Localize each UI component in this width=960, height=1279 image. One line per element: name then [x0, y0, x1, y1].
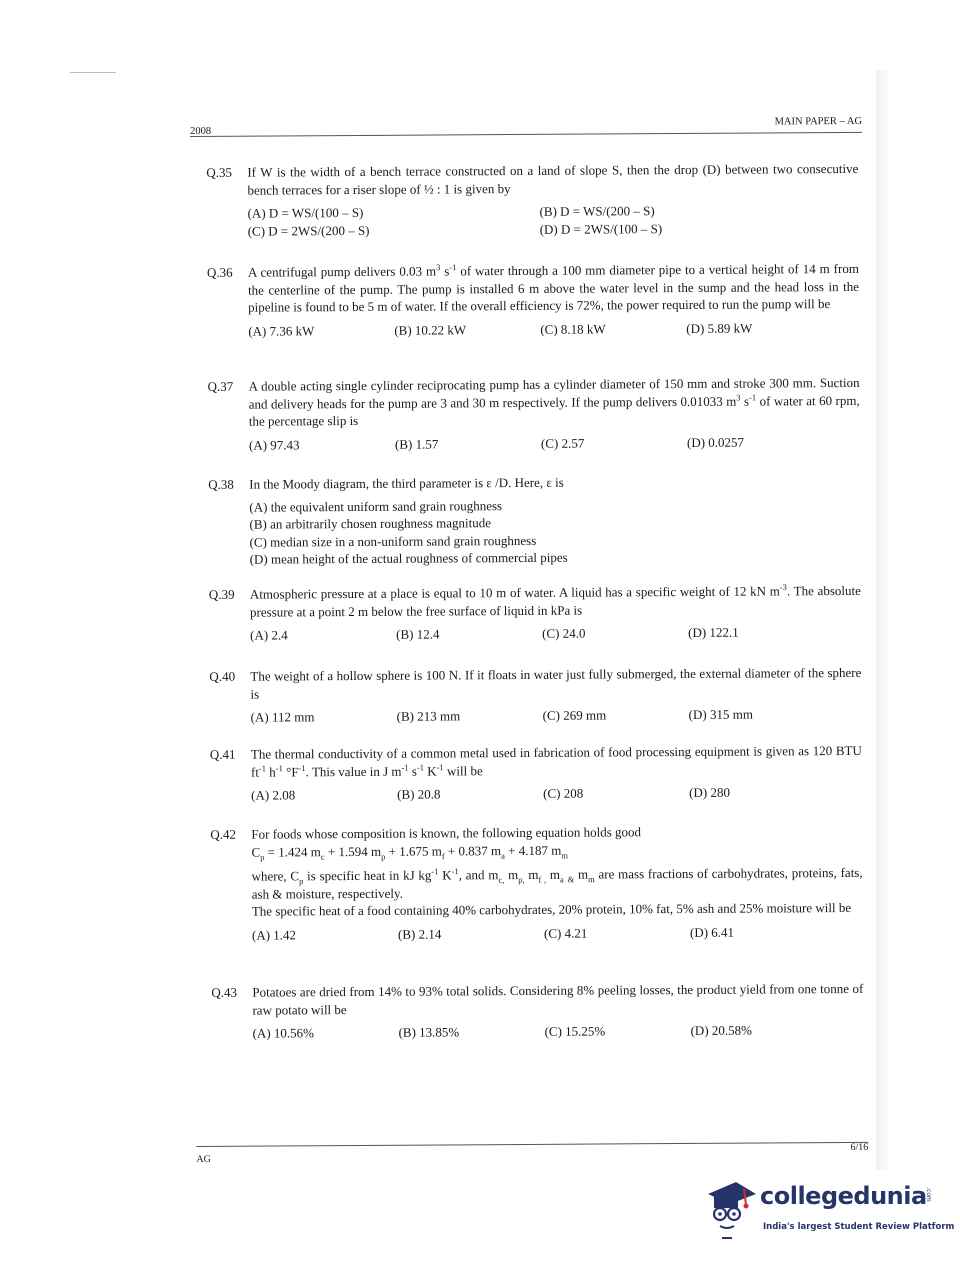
option-d: (D) 20.58%: [690, 1022, 753, 1038]
specific-heat-equation: $C_p = 1.424$ $m_c + 1.594$ $m_p + 1.675$ $m_f + 0.837$ $m_a + 4.187$ $m_m$: [251, 842, 568, 862]
option-b: (B) 12.4: [396, 626, 440, 642]
option-b: (B) 20.8: [397, 786, 441, 802]
option-d: (D) 6.41: [689, 924, 735, 940]
option-d: (D) D = 2WS/(100 – S): [539, 220, 663, 237]
option-a: (A) D = WS/(100 – S): [247, 204, 364, 221]
options: [249, 494, 860, 568]
question-text: Potatoes are dried from 14% to 93% total solids. Considering 8% peeling losses, the product yield from one tonne of raw potato will be: [252, 980, 864, 1018]
question-37: [208, 374, 860, 454]
collegedunia-watermark[interactable]: [696, 1170, 955, 1245]
question-42: [210, 822, 863, 944]
question-text-continued: The specific heat of a food containing 40% carbohydrates, 20% protein, 10% fat, 5% ash and 25% moisture will be: [251, 899, 852, 919]
options: [251, 783, 862, 804]
question-38: [208, 472, 861, 568]
option-c: (C) 269 mm: [542, 707, 607, 723]
exam-year: 2008: [190, 125, 212, 137]
option-b: (B) 2.14: [397, 925, 442, 942]
question-40: [209, 664, 861, 726]
options: [252, 922, 863, 943]
option-a: (A) 2.4: [250, 627, 288, 643]
option-d: (D) 315 mm: [688, 706, 753, 722]
student-mascot-icon: [698, 1172, 758, 1244]
option-a: (A) 2.08: [251, 787, 296, 803]
options: [251, 705, 862, 726]
question-text: A centrifugal pump delivers 0.03 $m^3$ $s^{-1}$ of water through a 100 mm diameter pipe to a vertical height of 14 m from the centerline of the pump. The pump is installed 6 m above the water level in the sump and the head loss in the pipeline is found to be 5 m of water. If the overall efficiency is 72%, the power required to run the pump will be: [247, 260, 860, 315]
exam-page: [190, 116, 868, 1165]
option-d: (D) 5.89 kW: [686, 320, 753, 336]
question-43: [211, 980, 863, 1042]
question-number: Q.36: [206, 264, 233, 280]
option-d: (D) 122.1: [688, 624, 739, 640]
option-b: (B) D = WS/(200 – S): [539, 203, 655, 219]
question-text: A double acting single cylinder reciprocating pump has a cylinder diameter of 150 mm and stroke 300 mm. Suction and delivery heads for the pump are 3 and 30 m respectively. If the pump delivers 0.01033 $m^3$ $s^{-1}$ of water at 60 rpm, the percentage slip is: [248, 374, 860, 429]
question-text: The thermal conductivity of a common metal used in fabrication of food processing equipment is given as 120 BTU $ft^{-1}$ $h^{-1}$ $^\circ F^{-1}$. This value in J $m^{-1}$ $s^{-1}$ $K^{-1}$ will be: [250, 742, 862, 780]
scan-shadow: [876, 70, 888, 1170]
option-c: (C) 2.57: [540, 435, 585, 451]
option-b: (B) 13.85%: [398, 1024, 460, 1040]
options: [248, 318, 859, 339]
options: [249, 432, 860, 453]
paper-title: MAIN PAPER – AG: [774, 115, 863, 128]
question-39: [209, 582, 861, 644]
equation-legend: where, $C_p$ is specific heat in kJ $kg^{-1}$ $K^{-1}$, and $m_{c,}$ $m_{p,}$ $m_{f ,}$ $m_a$ $_{\&}$ $m_m$ are mass fractions of carbohydrates, proteins, fats, ash & moisture, respectively.: [251, 864, 863, 902]
option-d: (D) 280: [689, 784, 730, 800]
question-36: [207, 260, 859, 340]
question-number: Q.35: [206, 164, 233, 180]
option-c: (C) 208: [543, 785, 584, 801]
option-b: (B) 1.57: [394, 435, 439, 452]
option-b: (B) 213 mm: [396, 708, 461, 724]
option-c: (C) 15.25%: [544, 1023, 606, 1039]
option-d: (D) mean height of the actual roughness of commercial pipes: [249, 549, 568, 567]
options: [250, 623, 861, 644]
option-a: (A) 97.43: [248, 436, 300, 453]
brand-domain: .com: [925, 1187, 932, 1202]
options: [253, 1021, 864, 1042]
question-number: Q.42: [210, 826, 237, 842]
question-text: If W is the width of a bench terrace constructed on a land of slope S, then the drop (D) between two consecutive bench terraces for a riser slope of ½ : 1 is given by: [247, 160, 859, 198]
question-number: Q.37: [207, 378, 234, 394]
option-c: (C) 4.21: [543, 925, 588, 941]
option-c: (C) 8.18 kW: [540, 320, 606, 337]
question-text: Atmospheric pressure at a place is equal to 10 m of water. A liquid has a specific weight of 12 kN $m^{-3}$. The absolute pressure at a point 2 m below the free surface of liquid in kPa is: [249, 582, 861, 620]
scan-mark: [70, 72, 116, 73]
option-a: (A) the equivalent uniform sand grain roughness: [249, 497, 503, 515]
option-a: (A) 10.56%: [252, 1025, 315, 1041]
paper-code: AG: [196, 1153, 211, 1165]
option-a: (A) 1.42: [251, 926, 297, 943]
question-number: Q.41: [209, 746, 236, 762]
question-text: In the Moody diagram, the third parameter is ε /D. Here, ε is: [249, 474, 564, 492]
option-b: (B) an arbitrarily chosen roughness magnitude: [249, 515, 492, 532]
options: [248, 201, 859, 240]
brand-tagline: India's largest Student Review Platform: [763, 1222, 955, 1232]
question-number: Q.43: [211, 984, 238, 1000]
option-b: (B) 10.22 kW: [394, 321, 467, 338]
option-d: (D) 0.0257: [686, 434, 745, 450]
question-text: The weight of a hollow sphere is 100 N. If it floats in water just fully submerged, the external diameter of the sphere is: [250, 664, 862, 702]
page-number: 6/16: [850, 1141, 869, 1153]
option-c: (C) median size in a non-uniform sand grain roughness: [249, 532, 537, 550]
option-a: (A) 7.36 kW: [248, 322, 315, 339]
question-text: For foods whose composition is known, the following equation holds good: [251, 824, 642, 842]
option-c: (C) 24.0: [542, 625, 586, 641]
question-number: Q.38: [208, 476, 234, 492]
option-a: (A) 112 mm: [250, 709, 315, 725]
question-number: Q.40: [209, 668, 236, 684]
question-41: [210, 742, 862, 804]
brand-name: collegedunia: [760, 1182, 927, 1210]
footer-rule: [196, 1142, 868, 1147]
question-number: Q.39: [208, 586, 235, 602]
option-c: (C) D = 2WS/(200 – S): [247, 222, 370, 239]
question-35: [206, 160, 858, 240]
